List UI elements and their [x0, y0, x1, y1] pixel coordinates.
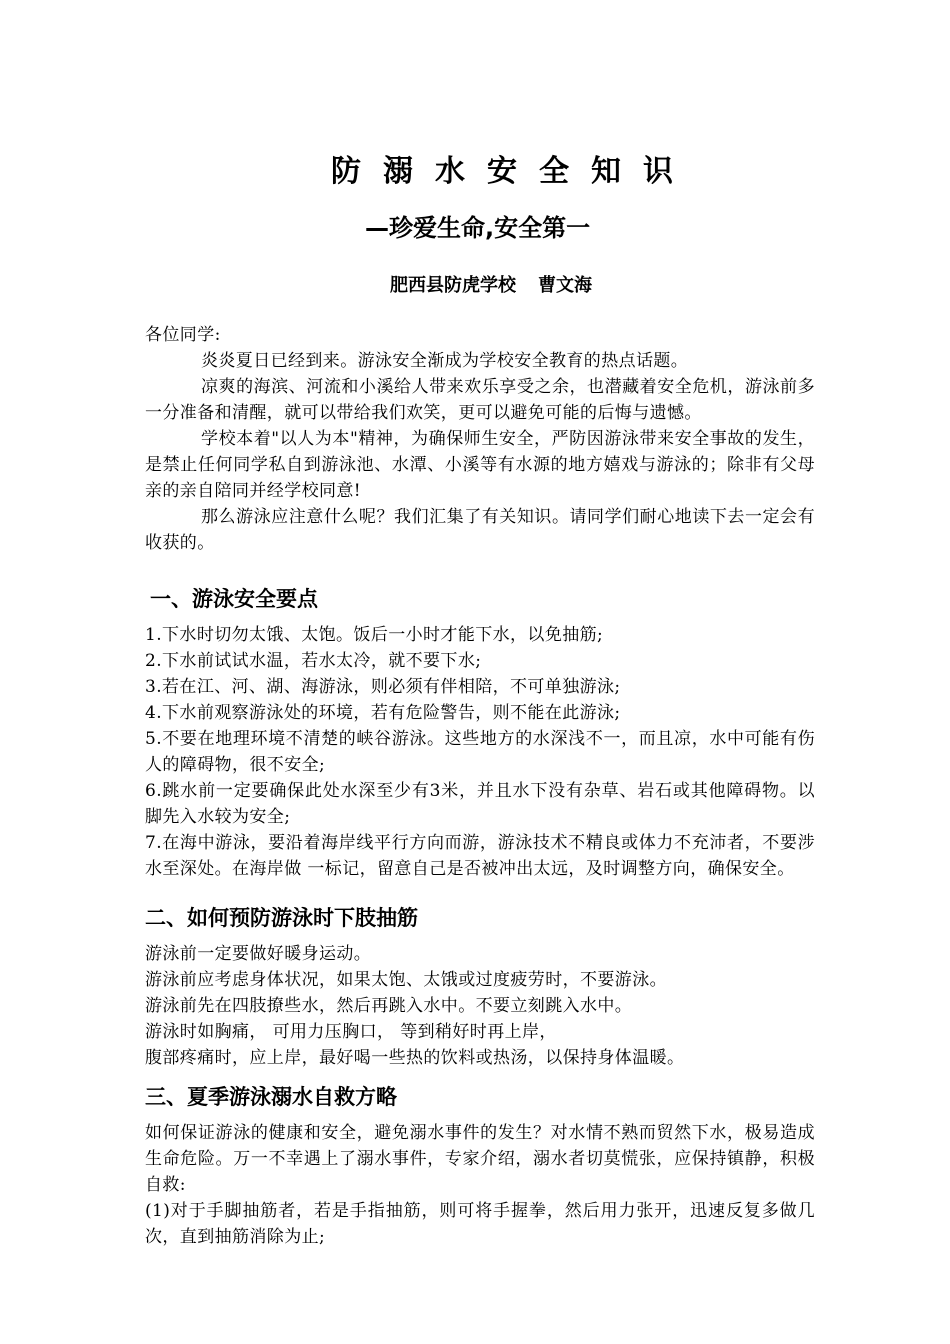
section-1-list — [145, 622, 815, 882]
list-item: (1)对于手脚抽筋者，若是手指抽筋，则可将手握拳，然后用力张开，迅速反复多做几次，直到抽筋消除为止; — [145, 1201, 815, 1247]
list-item: 5.不要在地理环境不清楚的峡谷游泳。这些地方的水深浅不一，而且凉，水中可能有伤人的障碍物，很不安全; — [145, 729, 815, 775]
greeting: 各位同学: — [145, 325, 221, 345]
intro-paragraph: 那么游泳应注意什么呢？我们汇集了有关知识。请同学们耐心地读下去一定会有收获的。 — [145, 507, 815, 553]
intro-section — [145, 322, 815, 556]
list-item: 6.跳水前一定要确保此处水深至少有3米，并且水下没有杂草、岩石或其他障碍物。以脚先入水较为安全; — [145, 781, 815, 827]
list-item: 游泳时如胸痛， 可用力压胸口， 等到稍好时再上岸， — [145, 1022, 557, 1042]
list-item: 如何保证游泳的健康和安全，避免溺水事件的发生？对水情不熟而贸然下水，极易造成生命危险。万一不幸遇上了溺水事件，专家介绍，溺水者切莫慌张，应保持镇静，积极自救: — [145, 1123, 815, 1195]
author-school: 肥西县防虎学校 — [390, 275, 516, 296]
document-title: 防溺水安全知识 — [331, 154, 695, 189]
section-2-list — [145, 941, 815, 1071]
list-item: 1.下水时切勿太饿、太饱。饭后一小时才能下水，以免抽筋; — [145, 625, 604, 645]
list-item: 游泳前一定要做好暖身运动。 — [145, 944, 372, 964]
list-item: 腹部疼痛时，应上岸，最好喝一些热的饮料或热汤，以保持身体温暖。 — [145, 1048, 685, 1068]
section-heading-3: 三、夏季游泳溺水自救方略 — [145, 1085, 397, 1109]
list-item: 游泳前先在四肢撩些水，然后再跳入水中。不要立刻跳入水中。 — [145, 996, 633, 1016]
intro-paragraph: 炎炎夏日已经到来。游泳安全渐成为学校安全教育的热点话题。 — [201, 351, 689, 371]
author-line — [390, 272, 592, 300]
section-heading-2: 二、如何预防游泳时下肢抽筋 — [145, 906, 418, 930]
list-item: 3.若在江、河、湖、海游泳，则必须有伴相陪，不可单独游泳; — [145, 677, 621, 697]
author-name: 曹文海 — [538, 275, 592, 296]
section-3-list — [145, 1120, 815, 1250]
intro-paragraph: 凉爽的海滨、河流和小溪给人带来欢乐享受之余，也潜藏着安全危机，游泳前多一分准备和清醒，就可以带给我们欢笑，更可以避免可能的后悔与遗憾。 — [145, 377, 815, 423]
list-item: 2.下水前试试水温，若水太冷，就不要下水; — [145, 651, 482, 671]
document-subtitle: —珍爱生命,安全第一 — [365, 214, 591, 242]
list-item: 游泳前应考虑身体状况，如果太饱、太饿或过度疲劳时，不要游泳。 — [145, 970, 667, 990]
list-item: 4.下水前观察游泳处的环境，若有危险警告，则不能在此游泳; — [145, 703, 621, 723]
list-item: 7.在海中游泳，要沿着海岸线平行方向而游，游泳技术不精良或体力不充沛者，不要涉水至深处。在海岸做 一标记，留意自己是否被冲出太远，及时调整方向，确保安全。 — [145, 833, 815, 879]
section-heading-1: 一、游泳安全要点 — [150, 587, 318, 611]
intro-paragraph: 学校本着"以人为本"精神，为确保师生安全，严防因游泳带来安全事故的发生，是禁止任何同学私自到游泳池、水潭、小溪等有水源的地方嬉戏与游泳的；除非有父母亲的亲自陪同并经学校同意! — [145, 429, 815, 501]
